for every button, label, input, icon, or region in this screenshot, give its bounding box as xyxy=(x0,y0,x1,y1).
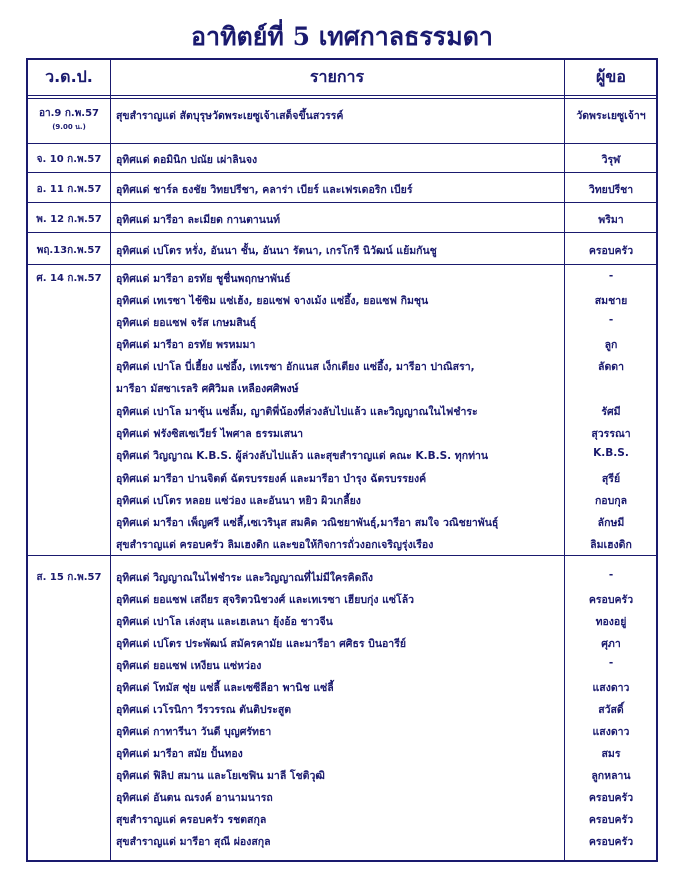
intention-line: อุทิศแด่ เปโตร หรั่ง, อันนา ชั้น, อันนา รัตนา, เกรโกรี นิวัฒน์ แย้มกันชู xyxy=(116,245,437,257)
requester-cell: ศุภา xyxy=(601,638,621,650)
requester-cell: - xyxy=(608,657,614,669)
date-cell: อา.9 ก.พ.57 xyxy=(38,108,100,119)
requester-cell: วิรุฬ xyxy=(601,154,621,166)
intention-line: อุทิศแด่ โทมัส ซุ่ย แซ่ลี้ และเซซีลีอา พานิช แซ่ลี้ xyxy=(116,682,334,694)
intention-line: อุทิศแด่ มารีอา ปานจิตต์ ฉัตรบรรยงค์ และมารีอา บำรุง ฉัตรบรรยงค์ xyxy=(116,473,427,485)
intention-line: อุทิศแด่ มารีอา เพ็ญศรี แซ่ลี้,เซเวรินุส สมคิด วณิชยาพันธุ์,มารีอา สมใจ วณิชยาพันธุ์ xyxy=(116,517,499,529)
header-requester: ผู้ขอ xyxy=(596,67,626,86)
intention-line: อุทิศแด่ มารีอา สมัย ปั้นทอง xyxy=(116,748,243,760)
intention-line: อุทิศแด่ ดอมินิก ปณัย เผ่าลินจง xyxy=(116,154,258,166)
column-divider xyxy=(564,60,565,860)
intention-line: สุขสำราญแด่ สัตบุรุษวัดพระเยซูเจ้าเสด็จขึ้นสวรรค์ xyxy=(116,110,344,122)
requester-cell: สุรีย์ xyxy=(601,473,621,485)
requester-cell: แสงดาว xyxy=(592,726,630,738)
column-divider xyxy=(110,60,111,860)
requester-cell: ครอบครัว xyxy=(588,594,634,606)
intention-line: อุทิศแด่ เวโรนิกา วีรวรรณ ตันติประสูต xyxy=(116,704,292,716)
intention-line: อุทิศแด่ วิญญาณในไฟชำระ และวิญญาณที่ไม่มีใครคิดถึง xyxy=(116,572,373,584)
intention-line: อุทิศแด่ มารีอา อรทัย พรหมมา xyxy=(116,339,256,351)
date-cell: อ. 11 ก.พ.57 xyxy=(36,184,102,195)
row-divider xyxy=(28,555,656,556)
intention-line: อุทิศแด่ กาทารีนา วันดี บุญศรัทธา xyxy=(116,726,272,738)
row-divider xyxy=(28,202,656,203)
requester-cell: วิทยปรีชา xyxy=(588,184,634,196)
header-date: ว.ด.ป. xyxy=(45,67,93,86)
date-cell: พ. 12 ก.พ.57 xyxy=(36,214,102,225)
intention-line: อุทิศแด่ มารีอา ละเมียด กานตานนท์ xyxy=(116,214,281,226)
intention-line: อุทิศแด่ อันตน ณรงค์ อานามนารถ xyxy=(116,792,273,804)
row-divider xyxy=(28,172,656,173)
requester-cell: ลักษมี xyxy=(597,517,625,529)
requester-cell: ทองอยู่ xyxy=(595,616,627,628)
requester-cell: ครอบครัว xyxy=(588,814,634,826)
requester-cell: - xyxy=(608,314,614,326)
intention-line: อุทิศแด่ มารีอา อรทัย ชูชื่นพฤกษาพันธ์ xyxy=(116,273,291,285)
requester-cell: พริมา xyxy=(598,214,624,226)
requester-cell: ลัดดา xyxy=(598,361,624,373)
date-cell: ส. 15 ก.พ.57 xyxy=(36,572,102,583)
intention-line: อุทิศแด่ เปโตร ประพัฒน์ สมัครคามัย และมารีอา ศศิธร บินอารีย์ xyxy=(116,638,406,650)
intention-line: อุทิศแด่ เปาโล เล่งสุน และเฮเลนา ยุ้งอ้อ ชาวจีน xyxy=(116,616,333,628)
mass-intentions-table xyxy=(26,58,658,862)
requester-cell: K.B.S. xyxy=(593,447,629,459)
intention-line: อุทิศแด่ เปโตร หลอย แซ่ว่อง และอันนา หยิว ผิวเกลี้ยง xyxy=(116,495,361,507)
intention-line: อุทิศแด่ เปาโล บี่เฮี้ยง แซ่อึ้ง, เทเรซา อักแนส เง็กเตียง แซ่อึ้ง, มารีอา ปาณิสรา, xyxy=(116,361,475,373)
requester-cell: กอบกุล xyxy=(594,495,628,507)
intention-line: อุทิศแด่ ชาร์ล ธงชัย วิทยปรีชา, คลาร่า เบียร์ และเฟรเดอริก เบียร์ xyxy=(116,184,413,196)
requester-cell: ลูก xyxy=(604,339,618,351)
requester-cell: ครอบครัว xyxy=(588,245,634,257)
intention-line: อุทิศแด่ ยอแซฟ จรัส เกษมสินธุ์ xyxy=(116,317,257,329)
row-divider xyxy=(28,232,656,233)
row-divider xyxy=(28,143,656,144)
requester-cell: ครอบครัว xyxy=(588,836,634,848)
intention-line: สุขสำราญแด่ ครอบครัว รชตสกุล xyxy=(116,814,267,826)
requester-cell: - xyxy=(608,569,614,581)
date-cell: ศ. 14 ก.พ.57 xyxy=(36,273,102,284)
requester-cell: สมชาย xyxy=(594,295,628,307)
requester-cell: ลูกหลาน xyxy=(591,770,631,782)
header-rule xyxy=(28,95,656,96)
intention-line: อุทิศแด่ วิญญาณ K.B.S. ผู้ล่วงลับไปแล้ว และสุขสำราญแด่ คณะ K.B.S. ทุกท่าน xyxy=(116,450,489,462)
requester-cell: ลิมเฮงดิก xyxy=(590,539,632,551)
intention-line: มารีอา มัสซาเรลริ ศศิวิมล เหลืองศศิพงษ์ xyxy=(116,383,299,395)
intention-line: อุทิศแด่ เปาโล มาซุ้น แซ่ลิ้ม, ญาติพี่น้องที่ล่วงลับไปแล้ว และวิญญาณในไฟชำระ xyxy=(116,406,478,418)
date-cell: จ. 10 ก.พ.57 xyxy=(36,154,102,165)
header-items: รายการ xyxy=(309,67,365,86)
intention-line: อุทิศแด่ ยอแซฟ เสถียร สุจริตวนิชวงศ์ และเทเรซา เฮียบกุ่ง แซ่โล้ว xyxy=(116,594,415,606)
requester-cell: แสงดาว xyxy=(592,682,630,694)
page-title: อาทิตย์ที่ 5 เทศกาลธรรมดา xyxy=(191,22,493,51)
requester-cell: สุวรรณา xyxy=(591,428,631,440)
requester-cell: - xyxy=(608,270,614,282)
date-cell: พฤ.13ก.พ.57 xyxy=(36,245,102,256)
requester-cell: รัศมี xyxy=(601,406,621,418)
requester-cell: สวัสดิ์ xyxy=(598,704,624,716)
header-rule xyxy=(28,98,656,99)
requester-cell: ครอบครัว xyxy=(588,792,634,804)
requester-cell: สมร xyxy=(601,748,621,760)
time-cell: (9.00 น.) xyxy=(52,123,86,131)
intention-line: สุขสำราญแด่ ครอบครัว ลิมเฮงดิก และขอให้กิจการถั่วงอกเจริญรุ่งเรือง xyxy=(116,539,434,551)
requester-cell: วัดพระเยซูเจ้าฯ xyxy=(576,110,646,122)
intention-line: อุทิศแด่ ฟิลิป สมาน และโยเซฟิน มาลี โชติวุฒิ xyxy=(116,770,325,782)
row-divider xyxy=(28,264,656,265)
intention-line: อุทิศแด่ ฟรังซิสเซเวียร์ ไพศาล ธรรมเสนา xyxy=(116,428,304,440)
intention-line: อุทิศแด่ ยอแซฟ เหงียน แซ่หว่อง xyxy=(116,660,262,672)
intention-line: อุทิศแด่ เทเรซา ไช้ซิม แซ่เฮ้ง, ยอแซฟ จางเม้ง แซ่อึ้ง, ยอแซฟ กิมชุน xyxy=(116,295,429,307)
intention-line: สุขสำราญแด่ มารีอา สุณี ผ่องสกุล xyxy=(116,836,271,848)
